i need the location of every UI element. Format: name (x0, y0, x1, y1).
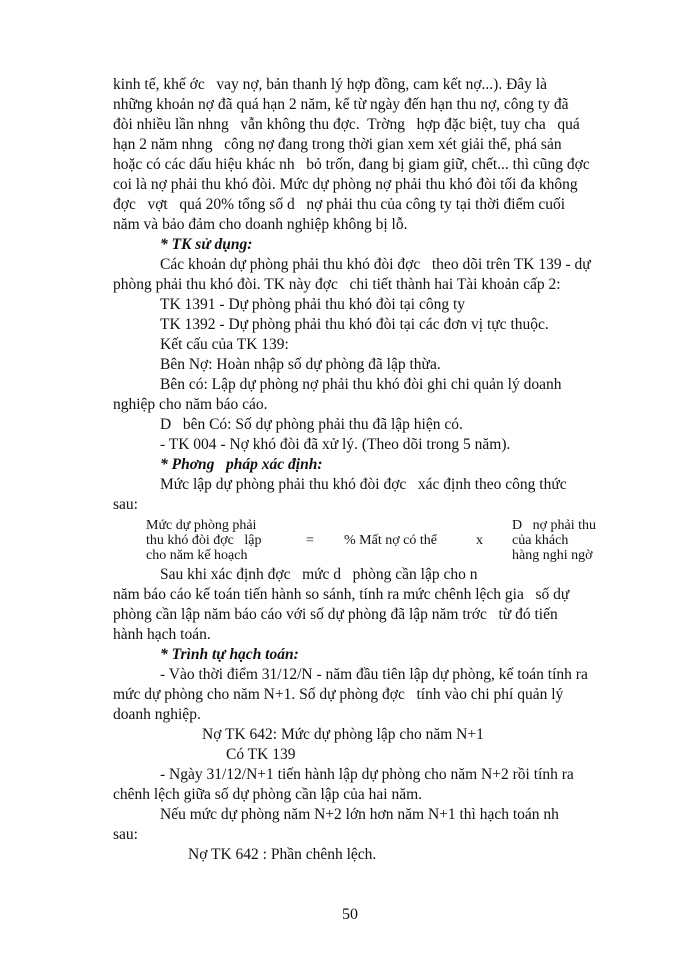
formula-right-line: D nợ phải thu (512, 518, 597, 533)
text-line: phòng cần lập năm báo cáo với số dự phòng đã lập năm trớc từ đó tiến (113, 606, 558, 623)
page-number: 50 (342, 906, 358, 923)
text-line: năm và bảo đảm cho doanh nghiệp không bị lỗ. (113, 216, 408, 233)
text-line: đòi nhiều lần nhng vẫn không thu đợc. Trờng hợp đặc biệt, tuy cha quá (113, 116, 580, 133)
text-line: hạn 2 năm nhng công nợ đang trong thời gian xem xét giải thể, phá sản (113, 136, 562, 153)
text-line: nghiệp cho năm báo cáo. (113, 396, 268, 413)
text-line: kinh tế, khế ớc vay nợ, bản thanh lý hợp đồng, cam kết nợ...). Đây là (113, 76, 547, 93)
text-line: đợc vợt quá 20% tổng số d nợ phải thu của công ty tại thời điểm cuối (113, 196, 566, 213)
text-line: sau: (113, 496, 138, 513)
entry-co-tk-139: Có TK 139 (226, 746, 296, 763)
section-heading-tk: * TK sử dụng: (160, 236, 253, 253)
text-line: - Ngày 31/12/N+1 tiến hành lập dự phòng cho năm N+2 rồi tính ra (160, 766, 574, 783)
formula-right-line: của khách (512, 533, 569, 548)
text-line: Kết cấu của TK 139: (160, 336, 289, 353)
text-line: Mức lập dự phòng phải thu khó đòi đợc xác định theo công thức (160, 476, 567, 493)
text-line: phòng phải thu khó đòi. TK này đợc chi tiết thành hai Tài khoản cấp 2: (113, 276, 561, 293)
text-line: hoặc có các dấu hiệu khác nh bỏ trốn, đang bị giam giữ, chết... thì cũng đợc (113, 156, 590, 173)
formula-right-line: hàng nghi ngờ (512, 548, 593, 563)
entry-no-tk-642-chenh-lech: Nợ TK 642 : Phần chênh lệch. (188, 846, 377, 863)
text-line: Bên có: Lập dự phòng nợ phải thu khó đòi ghi chi quản lý doanh (160, 376, 562, 393)
formula-left-line: thu khó đòi đợc lập (146, 533, 262, 548)
text-line: năm báo cáo kế toán tiến hành so sánh, tính ra mức chênh lệch gia số dự (113, 586, 570, 603)
entry-no-tk-642: Nợ TK 642: Mức dự phòng lập cho năm N+1 (202, 726, 484, 743)
text-line: - TK 004 - Nợ khó đòi đã xử lý. (Theo dõi trong 5 năm). (160, 436, 511, 453)
text-line: Nếu mức dự phòng năm N+2 lớn hơn năm N+1 thì hạch toán nh (160, 806, 559, 823)
text-line: TK 1391 - Dự phòng phải thu khó đòi tại công ty (160, 296, 466, 313)
formula-block (0, 516, 700, 564)
formula-multiply: x (476, 533, 483, 548)
text-line: TK 1392 - Dự phòng phải thu khó đòi tại các đơn vị tực thuộc. (160, 316, 549, 333)
text-line: Bên Nợ: Hoàn nhập số dự phòng đã lập thừa. (160, 356, 441, 373)
formula-left-line: cho năm kế hoạch (146, 548, 248, 563)
text-line: Các khoản dự phòng phải thu khó đòi đợc theo dõi trên TK 139 - dự (160, 256, 591, 273)
text-line: coi là nợ phải thu khó đòi. Mức dự phòng nợ phải thu khó đòi tối đa không (113, 176, 578, 193)
section-heading-phuong-phap: * Phơng pháp xác định: (160, 456, 323, 473)
text-line: D bên Có: Số dự phòng phải thu đã lập hiện có. (160, 416, 463, 433)
text-line: hành hạch toán. (113, 626, 211, 643)
text-line: những khoản nợ đã quá hạn 2 năm, kể từ ngày đến hạn thu nợ, công ty đã (113, 96, 569, 113)
text-line: sau: (113, 826, 138, 843)
formula-left-line: Mức dự phòng phải (146, 518, 257, 533)
formula-equals: = (306, 533, 314, 548)
formula-middle: % Mất nợ có thể (344, 533, 437, 548)
text-line: chênh lệch giữa số dự phòng cần lập của hai năm. (113, 786, 423, 803)
text-line: doanh nghiệp. (113, 706, 201, 723)
section-heading-trinh-tu: * Trình tự hạch toán: (160, 646, 299, 663)
text-line: mức dự phòng cho năm N+1. Số dự phòng đợc tính vào chi phí quản lý (113, 686, 564, 703)
text-line: - Vào thời điểm 31/12/N - năm đầu tiên lập dự phòng, kế toán tính ra (160, 666, 588, 683)
text-line: Sau khi xác định đợc mức d phòng cần lập cho n (160, 566, 478, 583)
